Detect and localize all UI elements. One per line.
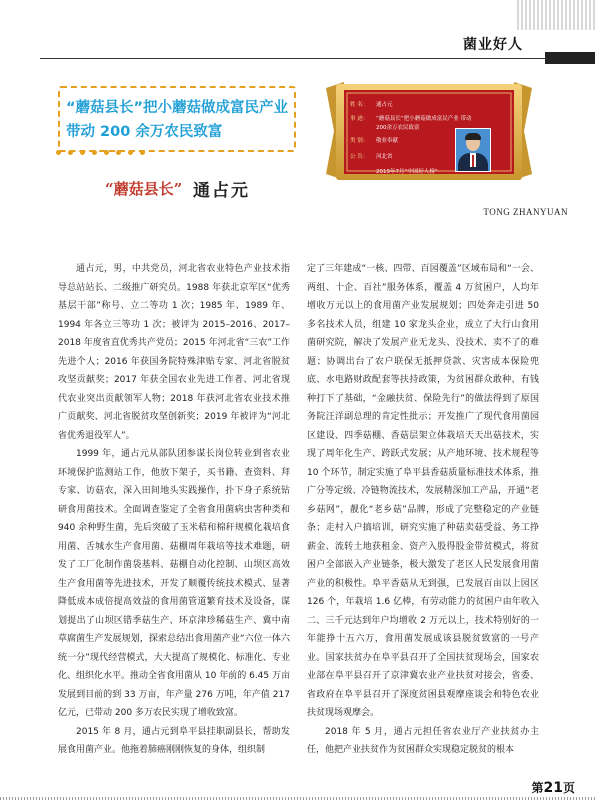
cert-field-category: 类 别： 敬业奉献 [350,138,399,144]
section-label: 菌业好人 [463,37,523,53]
headline [66,96,296,144]
body-column-right [307,260,539,760]
nickname: “蘑菇县长” [105,180,183,198]
cert-field-region: 公 告： 河北省 [350,154,393,160]
body-column-left [58,260,290,760]
name-pinyin: TONG ZHANYUAN [483,207,568,217]
cert-field-deed: 事 迹： “蘑菇县长”把小蘑菇做成富民产业 带动 [350,116,472,122]
headline-dot-decoration [56,150,276,160]
header-marker [545,52,595,64]
header-rule [40,58,595,59]
headline-line-1: “蘑菇县长”把小蘑菇做成富民产业 [66,100,289,116]
cert-field-list: 2019年7月“中国好人榜” [376,169,438,175]
cert-field-name: 姓 名： 通占元 [350,102,393,108]
person-name: 通占元 [193,181,250,201]
paragraph: 2018 年 5 月，通占元担任省农业厅产业扶贫办主任，他把产业扶贫作为贫困群众实现稳定脱贫的根本 [307,726,539,755]
page-number: 第21页 [531,780,575,796]
portrait-photo [455,128,491,172]
paragraph: 1999 年，通占元从部队团参谋长岗位转业到省农业环境保护监测站工作，他放下架子，买书籍、查资料、拜专家、访菇农，深入田间地头实践操作，扑下身子系统钻研食用菌技术。全面调查鉴定了全省食用菌病虫害种类和 940 余种野生菌，先后突破了玉米秸和棉秆规模化栽培食用菌、舌城水生产食用菌、菇棚周年栽培等技术难题，研发了工厂化制作菌袋基料、菇棚自动化控制、山坝区高效生产食用菌等先进技术，开发了顺覆传统技术模式、显著降低成本成倍提高效益的食用菌管道繁育技术及设备，谋划提出了山坝区错季菇生产、环京津珍稀菇生产、冀中南草腐菌生产发展规划，探索总结出食用菌产业“六位一体六统一分”现代经营模式，大大提高了规模化、标准化、专业化、组织化水平。推动全省食用菌从 10 年前的 6.45 万亩发展到目前的到 33 万亩，年产量 276 万吨，年产值 217 亿元，已带动 200 多万农民实现了增收致富。 [58,449,290,718]
paragraph: 定了三年建成“一核、四带、百园覆盖”区域布局和“一会、两组、十企、百社”服务体系，覆盖 4 万贫困户，人均年增收万元以上的食用菌产业发展规划；四处奔走引进 50 多名技术人员，组建 10 家龙头企业，成立了大行山食用菌研究院，解决了发展产业无龙头、没技术、卖不了的难题；协调出台了农户联保无抵押贷款、灾害成本保险兜底、水电路财政配套等扶持政策，为贫困群众敢种、有钱种打下了基础，“金融扶贫、保险先行”的做法得到了原国务院汪洋副总理的肯定性批示；开发推广了现代食用菌园区建设、四季菇棚、香菇层架立体栽培天天出菇技术，实现了周年化生产、跨跃式发展；从产地环境、技术规程等 10 个环节，制定实施了阜平县香菇质量标准技术体系，推广分等定级、冷链物流技术，发展精深加工产品，开通“老乡菇网”，靓化“老乡菇”品牌，形成了完整稳定的产业链条；走村入户搞培训，研究实施了种菇卖菇受益、务工挣薪金、流转土地获租金、资产入股得股金带贫模式，将贫困户全部嵌入产业链条，极大激发了老区人民发展食用菌产业的积极性。阜平香菇从无到强，已发展百亩以上园区 126 个，年栽培 1.6 亿棒，有劳动能力的贫困户由年收入二、三千元达到年户均增收 2 万元以上，技术特别好的一年能挣十五六万，食用菌发展成该县脱贫致富的一号产业。国家扶贫办在阜平县召开了全国扶贫现场会，国家农业部在阜平县召开了京津冀农业产业扶贫对接会，省委、省政府在阜平县召开了深度贫困县观摩座谈会和特色农业扶贫现场观摩会。 [307,264,539,718]
paragraph: 2015 年 8 月，通占元到阜平县挂职副县长，帮助发展食用菌产业。他拖着肺癌刚刚恢复的身体，组织制 [58,726,290,755]
footer-rule [0,797,595,800]
cert-field-deed-cont: 200余万农民致富 [376,125,420,131]
headline-line-2: 带动 200 余万农民致富 [66,124,223,140]
corner-decoration [517,0,595,30]
paragraph: 通占元，男，中共党员，河北省农业特色产业技术指导总站站长、二级推广研究员。1988 年获北京军区“优秀基层干部”称号、立二等功 1 次；1985 年、1989 年、1994 年各立三等功 1 次；被评为 2015–2016、2017–2018 年度省直优秀共产党员；2015 年河北省“三农”工作先进个人；2016 年获国务院特殊津贴专家、河北省脱贫攻坚贡献奖；2017 年获全国农业先进工作者、河北省现代农业突出贡献领军人物；2018 年获河北省农业技术推广贡献奖、河北省脱贫攻坚创新奖；2019 年被评为“河北省优秀退役军人”。 [58,264,290,441]
